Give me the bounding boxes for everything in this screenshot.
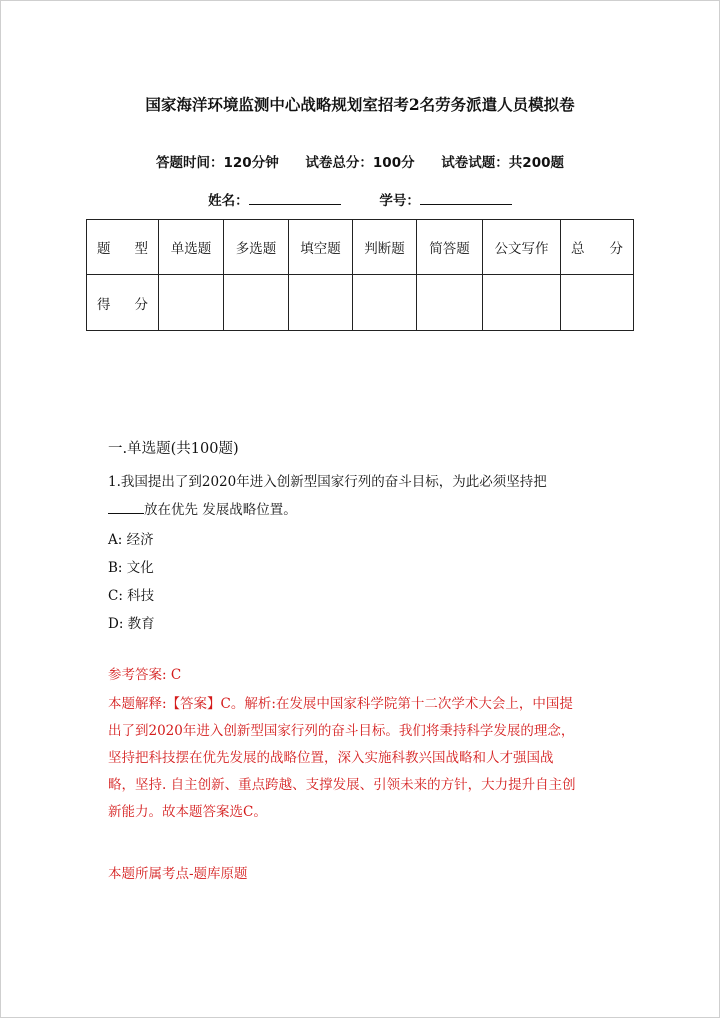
header-cell-single: 单选题 [159,220,224,275]
score-cell[interactable] [353,275,417,331]
explanation-line: 出了到2020年进入创新型国家行列的奋斗目标。我们将秉持科学发展的理念， [108,723,575,739]
header-cell-judge: 判断题 [353,220,417,275]
score-cell[interactable] [417,275,483,331]
question-stem-line2-text: 放在优先 发展战略位置。 [144,502,297,518]
explanation-line: 略，坚持. 自主创新、重点跨越、支撑发展、引领未来的方针，大力提升自主创 [108,777,576,793]
id-label: 学号： [379,193,420,209]
explanation-line: 坚持把科技摆在优先发展的战略位置，深入实施科教兴国战略和人才强国战 [108,750,554,766]
header-cell-short: 简答题 [417,220,483,275]
explanation-line: 新能力。故本题答案选C。 [108,804,267,820]
question-stem-line1: 1.我国提出了到2020年进入创新型国家行列的奋斗目标，为此必须坚持把 [108,474,547,490]
name-blank[interactable] [249,192,341,205]
section-title: 一.单选题(共100题) [108,441,239,457]
score-row-label: 得 分 [87,275,159,331]
exam-time: 答题时间：120分钟 [156,155,279,171]
id-blank[interactable] [420,192,512,205]
header-cell-type: 题 型 [87,220,159,275]
question-stem-line2 [108,498,297,518]
exam-question-count: 试卷试题：共200题 [441,155,564,171]
score-table [86,219,634,331]
score-cell[interactable] [561,275,634,331]
exam-title: 国家海洋环境监测中心战略规划室招考2名劳务派遣人员模拟卷 [145,95,575,114]
exam-total-score: 试卷总分：100分 [305,155,415,171]
score-cell[interactable] [483,275,561,331]
header-cell-total: 总 分 [561,220,634,275]
explanation-line: 本题解释:【答案】C。解析:在发展中国家科学院第十二次学术大会上，中国提 [108,696,573,712]
score-table-header-row [87,220,634,275]
exam-info [0,151,720,171]
answer-blank [108,501,144,514]
header-cell-fill: 填空题 [289,220,353,275]
score-table-score-row [87,275,634,331]
score-cell[interactable] [289,275,353,331]
reference-answer: 参考答案: C [108,667,182,683]
score-cell[interactable] [224,275,289,331]
explanation [108,691,618,826]
option-b[interactable]: B: 文化 [108,560,154,576]
header-cell-multi: 多选题 [224,220,289,275]
option-d[interactable]: D: 教育 [108,616,155,632]
option-a[interactable]: A: 经济 [108,532,154,548]
name-label: 姓名： [208,193,249,209]
header-cell-writing: 公文写作 [483,220,561,275]
score-cell[interactable] [159,275,224,331]
option-c[interactable]: C: 科技 [108,588,155,604]
question-source: 本题所属考点-题库原题 [108,866,248,882]
student-info [0,189,720,209]
